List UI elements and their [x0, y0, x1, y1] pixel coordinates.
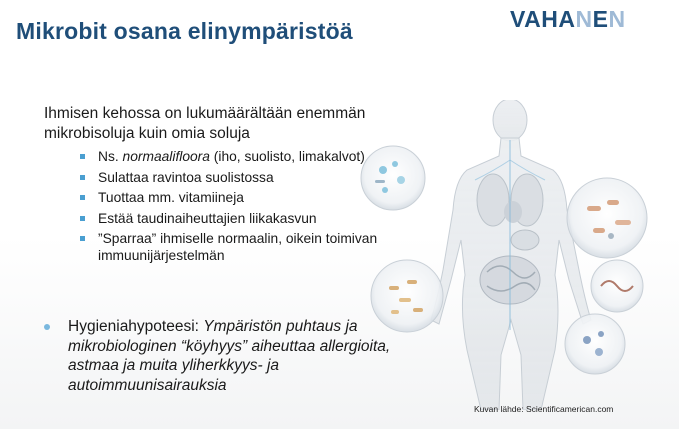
intro-text: Ihmisen kehossa on lukumäärältään enemmän mikrobisoluja kuin omia soluja — [44, 105, 366, 142]
slide-title: Mikrobit osana elinympäristöä — [16, 18, 353, 44]
bullet-dot-icon — [44, 324, 50, 330]
microbe-circle-bottom-right — [565, 314, 625, 374]
human-body-silhouette — [431, 100, 591, 410]
hypothesis-text: Ympäristön puhtaus ja mikrobiologinen “köyhyys” aiheuttaa allergioita, astmaa ja muita yliherkkyys- ja autoimmuunisairauksia — [68, 318, 391, 394]
list-item: Tuottaa mm. vitamiineja — [78, 189, 398, 206]
microbe-circle-middle-left — [371, 260, 443, 332]
list-item: ”Sparraa” ihmiselle normaalin, oikein toimivan immuunijärjestelmän — [78, 230, 398, 264]
hypothesis-lead: Hygieniahypoteesi: — [68, 318, 204, 335]
list-item: Estää taudinaiheuttajien liikakasvun — [78, 210, 398, 227]
microbe-circle-top-left — [361, 146, 425, 210]
microbe-circle-middle-right — [591, 260, 643, 312]
list-item: Sulattaa ravintoa suolistossa — [78, 169, 398, 186]
list-item: Ns. normaalifloora (iho, suolisto, limakalvot) — [78, 148, 398, 165]
microbe-circle-top-right — [567, 178, 647, 258]
image-source: Kuvan lähde: Scientificamerican.com — [474, 404, 614, 414]
body-microbiome-illustration — [355, 100, 655, 410]
bullet-list — [78, 148, 398, 268]
vahanen-logo: VAHANEN — [510, 6, 626, 32]
